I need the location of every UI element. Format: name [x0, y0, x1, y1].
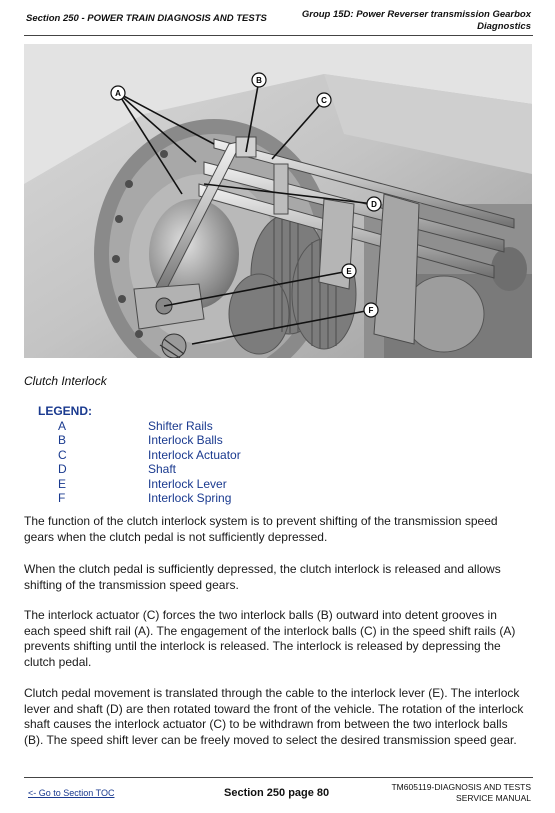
group-header-line-2: Diagnostics — [477, 21, 531, 32]
legend-item — [58, 433, 358, 447]
legend-letter: C — [58, 447, 67, 462]
page-number: Section 250 page 80 — [224, 787, 330, 799]
legend-letter: E — [58, 476, 67, 491]
legend-letter: D — [58, 462, 67, 477]
legend-description: Interlock Lever — [148, 476, 227, 491]
legend-description: Shaft — [148, 462, 177, 477]
group-header-line-1: Group 15D: Power Reverser transmission Gearbox — [301, 9, 531, 20]
callout-d: D — [371, 200, 377, 209]
manual-id — [331, 782, 531, 804]
callout-a: A — [115, 89, 121, 98]
body-paragraph-2: When the clutch pedal is sufficiently depressed, the clutch interlock is released and allows shifting of the transmission speed gears. — [24, 562, 501, 592]
header-divider — [24, 35, 533, 36]
callout-e-marker — [342, 264, 356, 278]
group-header — [271, 9, 531, 33]
legend-description: Interlock Actuator — [148, 447, 241, 462]
legend-item — [58, 448, 358, 462]
callout-f-marker — [364, 303, 378, 317]
legend-letter: B — [58, 433, 67, 448]
clutch-interlock-drawing — [24, 44, 532, 358]
legend-title: LEGEND: — [38, 404, 92, 418]
body-paragraph-4: Clutch pedal movement is translated through the cable to the interlock lever (E). The interlock lever and shaft (D) are then rotated toward the front of the vehicle. The rotation of the interlock shaft causes the interlock actuator (C) to be withdrawn from between the two interlock balls (B). The speed shift lever can be freely moved to select the desired transmission speed gear. — [24, 686, 524, 747]
legend-item — [58, 462, 358, 476]
callout-b: B — [256, 76, 262, 85]
callout-b-marker — [252, 73, 266, 87]
figure-caption: Clutch Interlock — [24, 374, 107, 388]
body-paragraph-3: The interlock actuator (C) forces the two interlock balls (B) outward into detent grooves in each speed shift rail (A). The engagement of the interlock balls (C) in the speed shift rails (A) prevents shifting until the interlock is released. The interlock is released by depressing the clutch pedal. — [24, 608, 516, 669]
callout-e: E — [346, 267, 352, 276]
transmission-illustration — [24, 44, 532, 358]
legend-letter: A — [58, 419, 67, 433]
callout-a-marker — [111, 86, 125, 100]
legend-description: Interlock Spring — [148, 490, 232, 505]
section-header: Section 250 - POWER TRAIN DIAGNOSIS AND TESTS — [26, 13, 267, 24]
manual-id-line-2: SERVICE MANUAL — [456, 793, 531, 803]
legend-letter: F — [58, 490, 66, 505]
footer-divider — [24, 777, 533, 778]
legend-description: Shifter Rails — [148, 419, 213, 433]
legend-list — [58, 419, 358, 505]
legend-item — [58, 477, 358, 491]
legend-description: Interlock Balls — [148, 433, 223, 448]
section-toc-link[interactable]: <- Go to Section TOC — [28, 788, 115, 798]
legend-item — [58, 491, 358, 505]
callout-c-marker — [317, 93, 331, 107]
callout-c: C — [321, 96, 327, 105]
manual-id-line-1: TM605119-DIAGNOSIS AND TESTS — [391, 782, 531, 792]
legend-item — [58, 419, 358, 433]
callout-f: F — [368, 306, 374, 315]
body-paragraph-1: The function of the clutch interlock system is to prevent shifting of the transmission speed gears when the clutch pedal is not sufficiently depressed. — [24, 514, 498, 544]
callout-d-marker — [367, 197, 381, 211]
